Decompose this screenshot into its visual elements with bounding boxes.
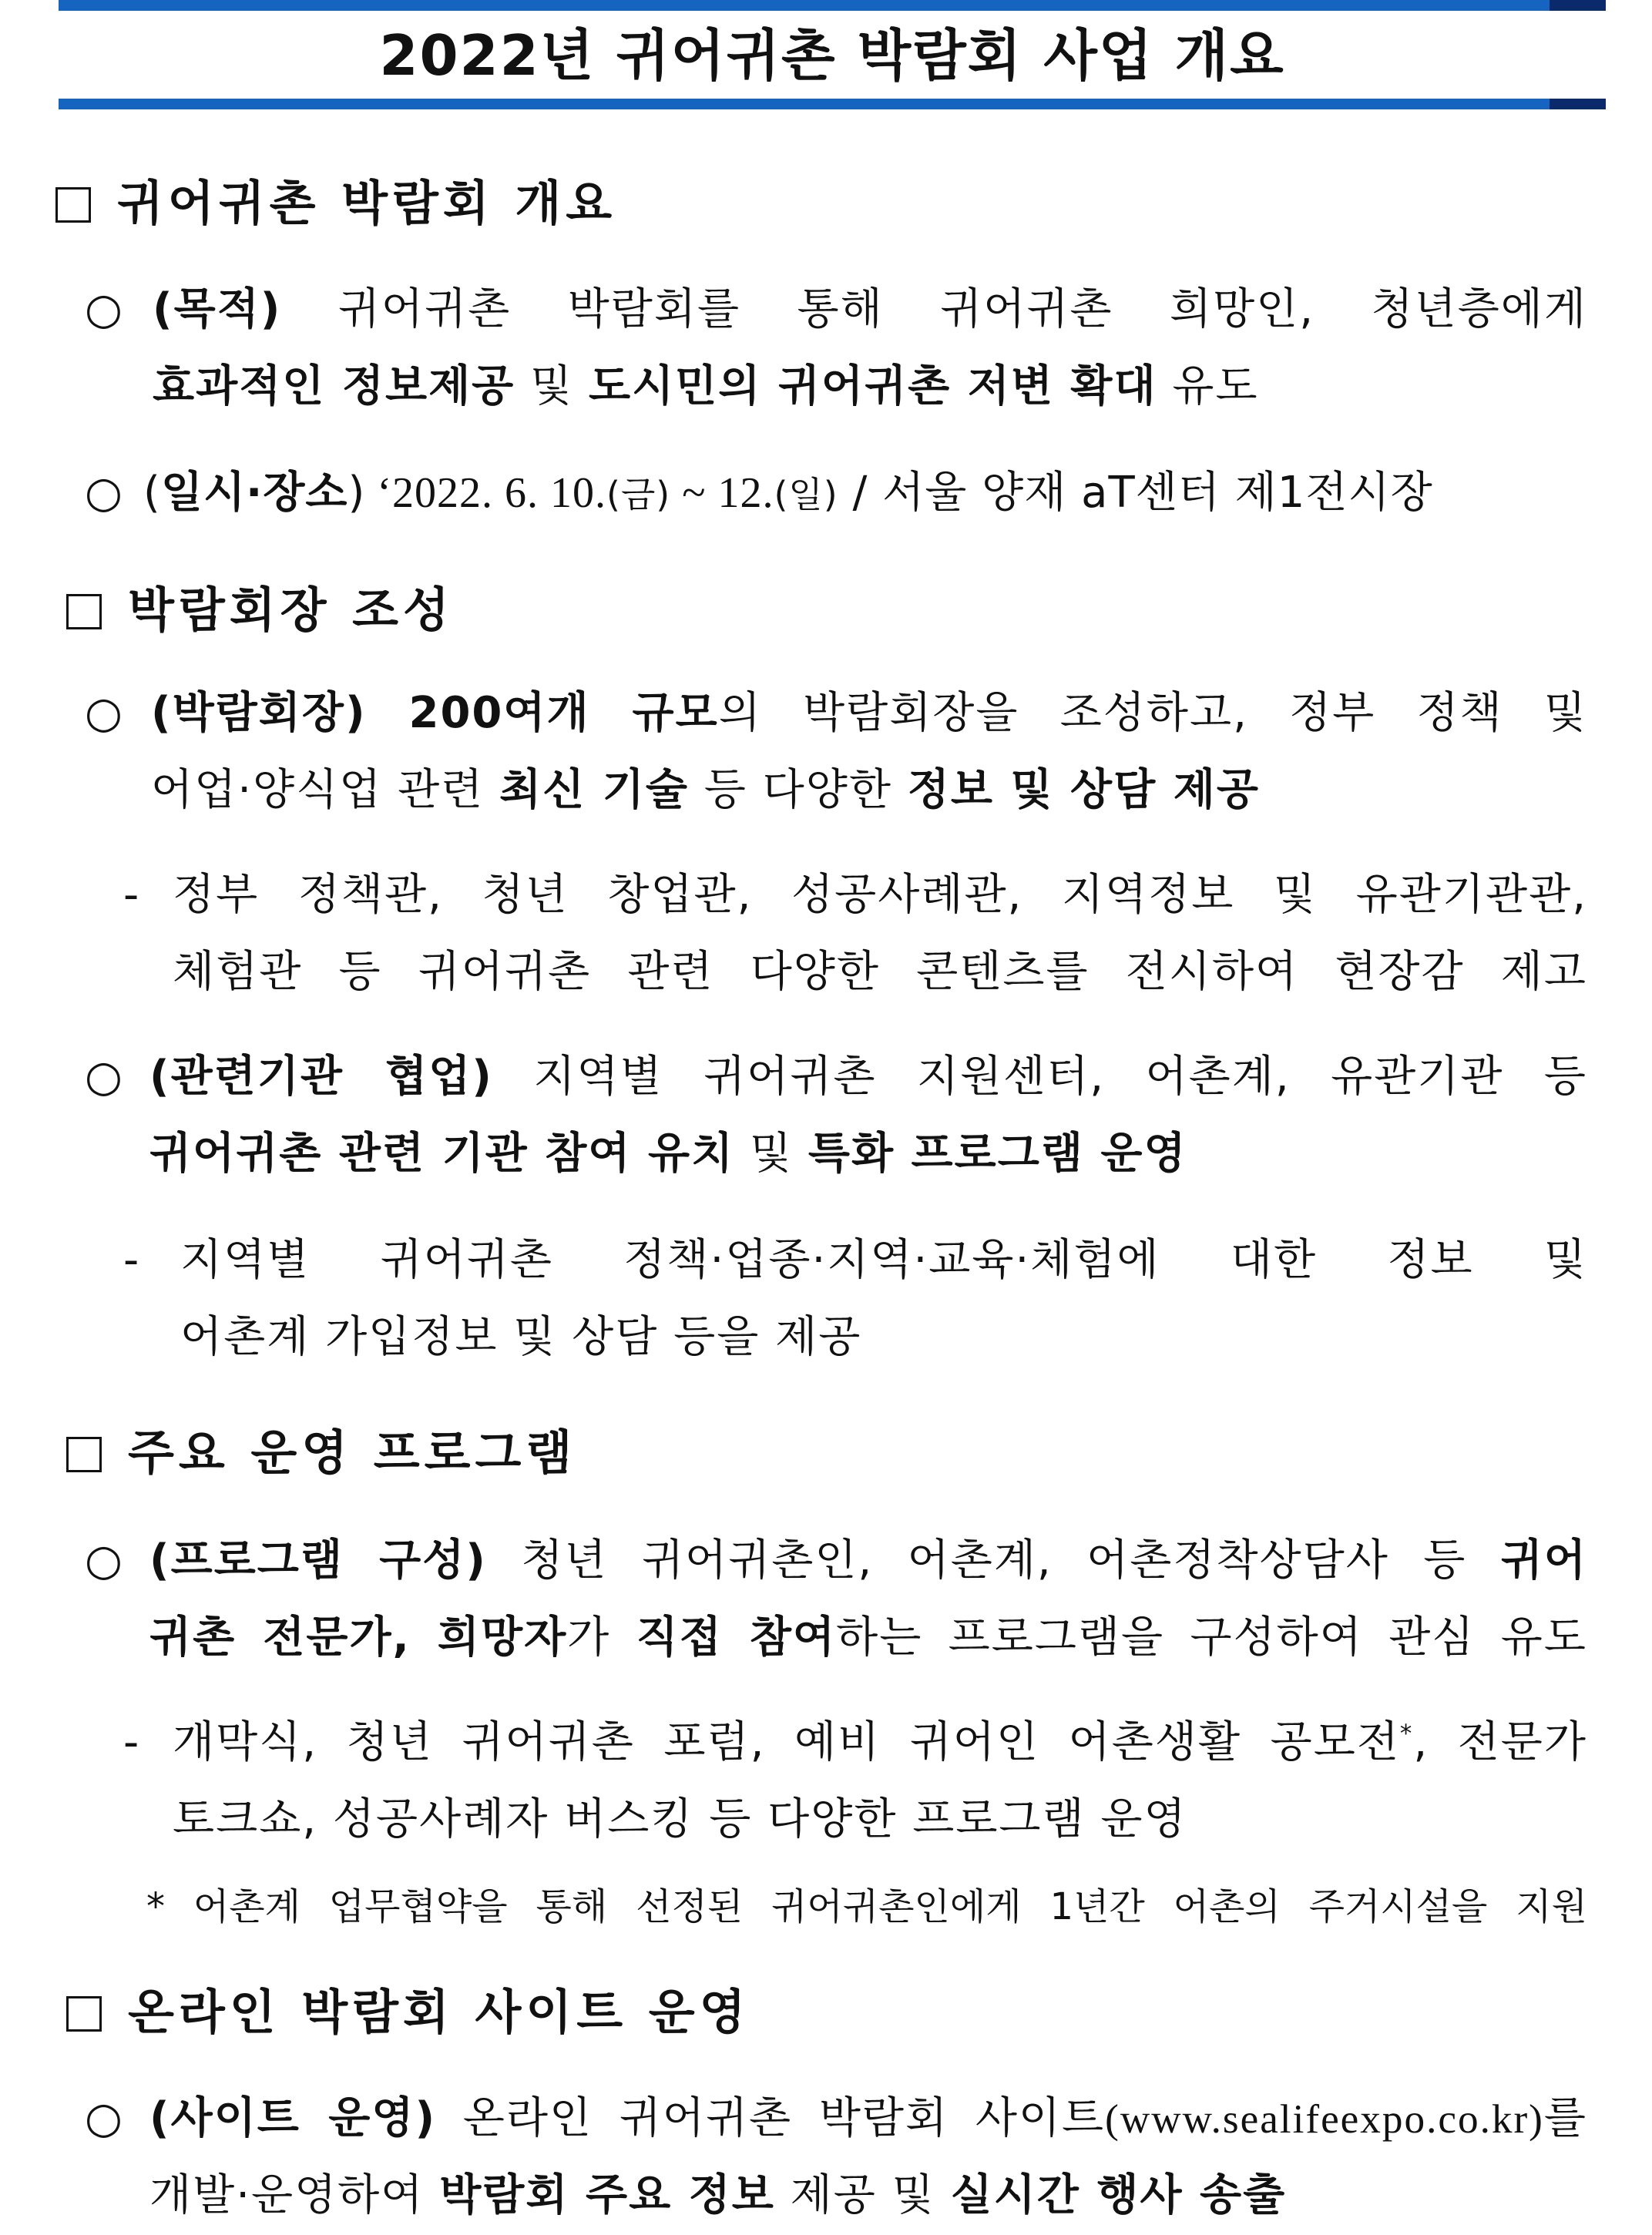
section-heading-online-site: 온라인 박람회 사이트 운영 (66, 1982, 750, 2043)
list-item-schedule: ○ (일시·장소) ‘2022. 6. 10.(금) ~ 12.(일) / 서울 양재 aT센터 제1전시장 (85, 455, 1587, 532)
header-rule-top-blue (59, 0, 1550, 11)
header-rule-top-dark (1550, 0, 1606, 11)
section-heading-overview: 귀어귀촌 박람회 개요 (55, 173, 616, 234)
list-item-purpose: ○ (목적) 귀어귀촌 박람회를 통해 귀어귀촌 희망인, 청년층에게 효과적인 정보제공 및 도시민의 귀어귀촌 저변 확대 유도 (85, 271, 1587, 425)
checkbox-square-icon (66, 1996, 102, 2032)
dash-bullet-icon: - (123, 1717, 139, 1767)
footnote: * 어촌계 업무협약을 통해 선정된 귀어귀촌인에게 1년간 어촌의 주거시설을 지원 (146, 1885, 1587, 1928)
list-item-program-composition: ○ (프로그램 구성) 청년 귀어귀촌인, 어촌계, 어촌정착상담사 등 귀어 귀촌 전문가, 희망자가 직접 참여하는 프로그램을 구성하여 관심 유도 (85, 1522, 1587, 1676)
circle-bullet-icon: ○ (85, 1052, 123, 1102)
page-title: 2022년 귀어귀촌 박람회 사업 개요 (379, 23, 1285, 88)
checkbox-square-icon (66, 1437, 102, 1472)
checkbox-square-icon (66, 594, 102, 629)
list-item-cooperation-detail: - 지역별 귀어귀촌 정책·업종·지역·교육·체험에 대한 정보 및 어촌계 가입정보 및 상담 등을 제공 (123, 1222, 1587, 1376)
section-heading-venue: 박람회장 조성 (66, 579, 454, 641)
circle-bullet-icon: ○ (85, 284, 123, 334)
site-url: (www.sealifeexpo.co.kr) (1105, 2096, 1544, 2142)
dash-bullet-icon: - (123, 870, 139, 920)
section-heading-programs: 주요 운영 프로그램 (66, 1422, 576, 1484)
circle-bullet-icon: ○ (85, 1535, 123, 1586)
list-item-venue-detail: - 정부 정책관, 청년 창업관, 성공사례관, 지역정보 및 유관기관관, 체험관 등 귀어귀촌 관련 다양한 콘텐츠를 전시하여 현장감 제고 (123, 857, 1587, 1011)
dash-bullet-icon: - (123, 1235, 139, 1285)
header-rule-bottom-dark (1550, 99, 1606, 109)
circle-bullet-icon: ○ (85, 688, 123, 738)
list-item-program-detail: - 개막식, 청년 귀어귀촌 포럼, 예비 귀어인 어촌생활 공모전*, 전문가 토크쇼, 성공사례자 버스킹 등 다양한 프로그램 운영 (123, 1704, 1587, 1858)
list-item-venue: ○ (박람회장) 200여개 규모의 박람회장을 조성하고, 정부 정책 및 어업·양식업 관련 최신 기술 등 다양한 정보 및 상담 제공 (85, 675, 1587, 829)
header-rule-bottom (59, 99, 1606, 109)
checkbox-square-icon (55, 187, 91, 223)
header-rule-bottom-blue (59, 99, 1550, 109)
circle-bullet-icon: ○ (85, 2093, 123, 2143)
header-rule-top (59, 0, 1606, 11)
list-item-site-operation: ○ (사이트 운영) 온라인 귀어귀촌 박람회 사이트(www.sealifeexpo.co.kr)를 개발·운영하여 박람회 주요 정보 제공 및 실시간 행사 송출 (85, 2080, 1587, 2234)
circle-bullet-icon: ○ (85, 468, 123, 518)
list-item-cooperation: ○ (관련기관 협업) 지역별 귀어귀촌 지원센터, 어촌계, 유관기관 등 귀어귀촌 관련 기관 참여 유치 및 특화 프로그램 운영 (85, 1039, 1587, 1193)
